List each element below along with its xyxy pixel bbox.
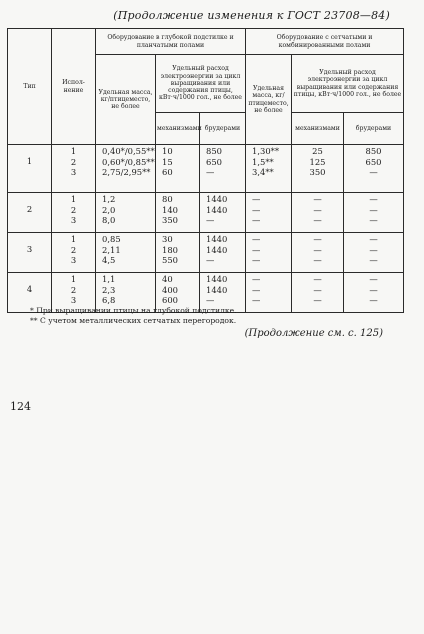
deep-heat-value: 1440 — [206, 234, 228, 244]
cage-mass-value: — — [252, 295, 261, 306]
deep-mass-value: 1,1 — [102, 274, 116, 284]
variant-value: 2 — [70, 156, 77, 167]
variant-value: 1 — [70, 274, 77, 284]
cage-heat-value: — — [369, 194, 378, 204]
cage-energy-header: Удельный расход электроэнергии за цикл выращивания или содержания птицы, кВт·ч/1000 гол., не более — [292, 55, 404, 113]
cage-mass-value: — — [252, 215, 261, 226]
cage-mass-value: — — [252, 194, 261, 204]
deep-mech-value: 550 — [162, 255, 178, 266]
deep-heat-value: 1440 — [206, 274, 228, 284]
type-cell: 2 — [8, 193, 52, 233]
deep-heat-value: 1440 — [206, 204, 228, 215]
deep-mech-cell — [156, 145, 200, 193]
cage-mech-cell — [292, 233, 344, 273]
variant-value: 2 — [70, 284, 77, 295]
cage-heat-header: брудерами — [344, 113, 404, 145]
variant-value: 3 — [70, 167, 77, 178]
page-header: (Продолжение изменения к ГОСТ 23708—84) — [113, 9, 390, 22]
deep-mech-value: 40 — [162, 274, 173, 284]
deep-mass-value: 2,11 — [102, 244, 121, 255]
cage-mech-cell — [292, 273, 344, 313]
cage-heat-value: — — [369, 274, 378, 284]
deep-mass-value: 2,3 — [102, 284, 116, 295]
deep-mass-value: 8,0 — [102, 215, 116, 226]
deep-heat-value: 1440 — [206, 284, 228, 295]
type-cell: 4 — [8, 273, 52, 313]
cage-heat-value: — — [369, 167, 378, 178]
cage-mech-value: — — [313, 295, 322, 306]
deep-mech-value: 600 — [162, 295, 178, 306]
variant-cell — [52, 145, 96, 193]
type-cell: 3 — [8, 233, 52, 273]
deep-heat-value: 1440 — [206, 244, 228, 255]
cage-heat-value: — — [369, 234, 378, 244]
cage-mass-value: — — [252, 284, 261, 295]
deep-energy-header: Удельный расход электроэнергии за цикл выращивания или содержания птицы, кВт·ч/1000 гол., не более — [156, 55, 246, 113]
deep-mass-cell — [96, 193, 156, 233]
deep-mass-value: 4,5 — [102, 255, 116, 266]
deep-mech-value: 10 — [162, 146, 173, 156]
type-cell: 1 — [8, 145, 52, 193]
cage-mech-cell — [292, 193, 344, 233]
cage-mass-header: Удельная масса, кг/птицеместо, не более — [246, 55, 292, 145]
deep-mech-cell — [156, 233, 200, 273]
cage-mass-value: — — [252, 274, 261, 284]
deep-heat-cell — [200, 145, 246, 193]
deep-heat-cell — [200, 233, 246, 273]
deep-mass-cell — [96, 233, 156, 273]
deep-mech-header: механизмами — [156, 113, 200, 145]
cage-mass-value: — — [252, 255, 261, 266]
deep-mech-value: 350 — [162, 215, 178, 226]
deep-mech-value: 15 — [162, 156, 173, 167]
deep-heat-value: 650 — [206, 156, 222, 167]
variant-value: 1 — [70, 194, 77, 204]
variant-value: 1 — [70, 146, 77, 156]
cage-group-header: Оборудование с сетчатыми и комбинированными полами — [246, 29, 404, 55]
deep-mass-value: 1,2 — [102, 194, 116, 204]
deep-group-header: Оборудование в глубокой подстилке и планчатыми полами — [96, 29, 246, 55]
deep-heat-value: — — [206, 255, 215, 266]
variant-value: 3 — [70, 295, 77, 306]
cage-mech-value: — — [313, 274, 322, 284]
cage-heat-value: — — [369, 204, 378, 215]
cage-mech-value: — — [313, 204, 322, 215]
deep-mech-value: 80 — [162, 194, 173, 204]
variant-value: 3 — [70, 215, 77, 226]
cage-mass-value: 1,5** — [252, 156, 274, 167]
data-table — [7, 28, 404, 313]
deep-heat-value: — — [206, 215, 215, 226]
deep-mech-cell — [156, 193, 200, 233]
deep-heat-header: брудерами — [200, 113, 246, 145]
footnote-1: * При выращивании птицы на глубокой подстилке. — [30, 306, 237, 315]
cage-heat-value: — — [369, 295, 378, 306]
cage-heat-cell — [344, 145, 404, 193]
cage-mass-cell — [246, 273, 292, 313]
deep-mass-value: 6,8 — [102, 295, 116, 306]
col-type-header: Тип — [8, 29, 52, 145]
cage-heat-value: — — [369, 284, 378, 295]
col-variant-header: Испол-нение — [52, 29, 96, 145]
variant-cell — [52, 193, 96, 233]
cage-mech-value: 350 — [309, 167, 326, 178]
deep-heat-value: — — [206, 167, 215, 178]
deep-mass-header: Удельная масса, кг/птицеместо, не более — [96, 55, 156, 145]
cage-heat-value: — — [369, 215, 378, 226]
deep-mech-value: 400 — [162, 284, 178, 295]
cage-mass-value: — — [252, 204, 261, 215]
deep-mass-value: 0,60*/0,85** — [102, 156, 155, 167]
cage-mech-value: — — [313, 255, 322, 266]
deep-mass-cell — [96, 145, 156, 193]
cage-mech-cell — [292, 145, 344, 193]
cage-heat-cell — [344, 273, 404, 313]
cage-mech-value: — — [313, 234, 322, 244]
cage-mech-value: 125 — [309, 156, 326, 167]
deep-mass-value: 2,0 — [102, 204, 116, 215]
deep-heat-cell — [200, 193, 246, 233]
cage-mass-value: 1,30** — [252, 146, 280, 156]
cage-mass-value: — — [252, 234, 261, 244]
cage-mass-cell — [246, 193, 292, 233]
variant-value: 2 — [70, 204, 77, 215]
deep-mech-value: 60 — [162, 167, 173, 178]
cage-heat-value: — — [369, 255, 378, 266]
cage-mass-value: 3,4** — [252, 167, 274, 178]
deep-mech-value: 140 — [162, 204, 178, 215]
table-row-group — [8, 193, 404, 233]
cage-mech-value: — — [313, 215, 322, 226]
deep-mech-value: 30 — [162, 234, 173, 244]
deep-mass-value: 2,75/2,95** — [102, 167, 151, 178]
deep-heat-value: 850 — [206, 146, 222, 156]
deep-mass-value: 0,40*/0,55** — [102, 146, 155, 156]
deep-mech-value: 180 — [162, 244, 178, 255]
cage-mech-value: 25 — [312, 146, 323, 156]
cage-heat-value: 650 — [365, 156, 382, 167]
variant-value: 1 — [70, 234, 77, 244]
cage-mech-value: — — [313, 284, 322, 295]
cage-mech-value: — — [313, 194, 322, 204]
deep-heat-value: — — [206, 295, 215, 306]
cage-mass-cell — [246, 233, 292, 273]
table-row-group — [8, 233, 404, 273]
cage-heat-cell — [344, 193, 404, 233]
cage-mass-value: — — [252, 244, 261, 255]
cage-heat-cell — [344, 233, 404, 273]
cage-mech-value: — — [313, 244, 322, 255]
variant-value: 2 — [70, 244, 77, 255]
variant-cell — [52, 233, 96, 273]
footnote-2: ** С учетом металлических сетчатых перегородок. — [30, 316, 237, 325]
table-row-group — [8, 145, 404, 193]
cage-mass-cell — [246, 145, 292, 193]
page-number: 124 — [10, 400, 31, 413]
cage-heat-value: — — [369, 244, 378, 255]
cage-heat-value: 850 — [365, 146, 382, 156]
deep-mass-value: 0,85 — [102, 234, 121, 244]
variant-value: 3 — [70, 255, 77, 266]
cage-mech-header: механизмами — [292, 113, 344, 145]
deep-heat-value: 1440 — [206, 194, 228, 204]
continuation-note: (Продолжение см. с. 125) — [244, 328, 383, 339]
